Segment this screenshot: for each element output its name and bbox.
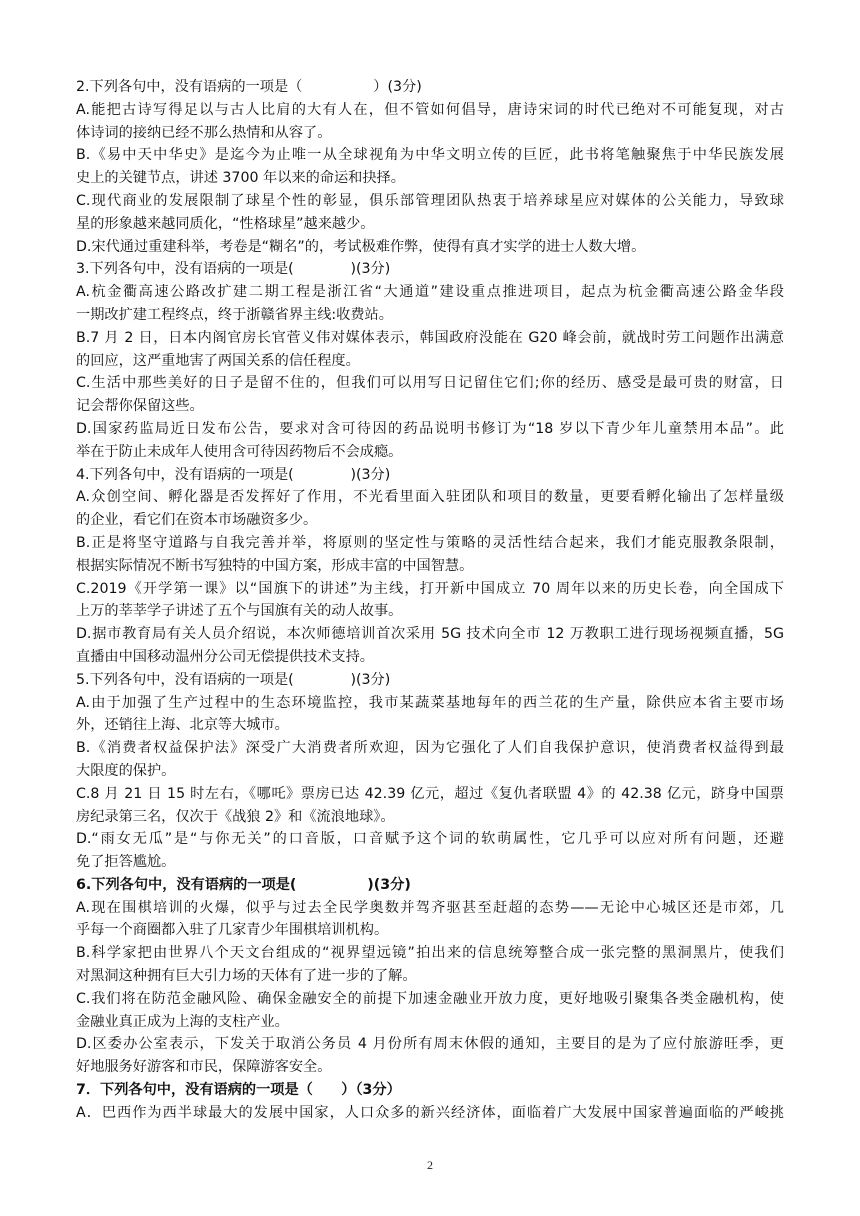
text-line: D.区委办公室表示，下发关于取消公务员 4 月份所有周末休假的通知，主要目的是为了应付旅游旺季，更 <box>76 1036 784 1053</box>
text-line: 4.下列各句中，没有语病的一项是( )(3分) <box>76 466 391 483</box>
text-line: B.正是将坚守道路与自我完善并举，将原则的坚定性与策略的灵活性结合起来，我们才能克服教条限制， <box>76 534 784 551</box>
text-line: C.我们将在防范金融风险、确保金融安全的前提下加速金融业开放力度，更好地吸引聚集各类金融机构，使 <box>76 990 784 1007</box>
page-number: 2 <box>427 1158 433 1172</box>
text-line: 好地服务好游客和市民，保障游客安全。 <box>76 1059 332 1076</box>
text-line: 6.下列各句中，没有语病的一项是( )(3分) <box>76 876 411 893</box>
text-line: 房纪录第三名，仅次于《战狼 2》和《流浪地球》。 <box>76 808 395 825</box>
text-line: 星的形象越来越同质化，“性格球星”越来越少。 <box>76 215 375 232</box>
text-line: A．巴西作为西半球最大的发展中国家，人口众多的新兴经济体，面临着广大发展中国家普遍面临的严峻挑 <box>76 1104 784 1121</box>
text-line: A.现在围棋培训的火爆，似乎与过去全民学奥数并驾齐驱甚至赶超的态势——无论中心城区还是市郊，几 <box>76 899 784 916</box>
text-line: 2.下列各句中，没有语病的一项是（ ）(3分) <box>76 79 422 95</box>
page-content <box>76 76 784 1125</box>
text-line: C.8 月 21 日 15 时左右，《哪吒》票房已达 42.39 亿元，超过《复仇者联盟 4》的 42.38 亿元，跻身中国票 <box>76 785 784 802</box>
text-line: D.宋代通过重建科举，考卷是“糊名”的，考试极难作弊，使得有真才实学的进士人数大增。 <box>76 238 646 255</box>
text-line: 史上的关键节点，讲述 3700 年以来的命运和抉择。 <box>76 170 405 187</box>
text-line: C.2019《开学第一课》以“国旗下的讲述”为主线，打开新中国成立 70 周年以来的历史长卷，向全国成下 <box>76 580 784 597</box>
text-line: B.7 月 2 日，日本内阁官房长官菅义伟对媒体表示，韩国政府没能在 G20 峰会前，就战时劳工问题作出满意 <box>76 329 784 346</box>
text-line: A.众创空间、孵化器是否发挥好了作用，不光看里面入驻团队和项目的数量，更要看孵化输出了怎样量级 <box>76 489 784 506</box>
text-line: B.科学家把由世界八个天文台组成的“视界望远镜”拍出来的信息统筹整合成一张完整的黑洞黑片，使我们 <box>76 945 784 962</box>
text-line: 记会帮你保留这些。 <box>76 398 204 415</box>
text-line: D.“雨女无瓜”是“与你无关”的口音版，口音赋予这个词的软萌属性，它几乎可以应对所有问题，还避 <box>76 831 784 848</box>
text-line: 3.下列各句中，没有语病的一项是( )(3分) <box>76 261 391 278</box>
text-line: 大限度的保护。 <box>76 762 176 779</box>
text-line: 外，还销往上海、北京等大城市。 <box>76 717 289 734</box>
text-line: 根据实际情况不断书写独特的中国方案，形成丰富的中国智慧。 <box>76 557 474 574</box>
text-line: 一期改扩建工程终点，终于浙赣省界主线:收费站。 <box>76 306 393 323</box>
text-line: 体诗词的接纳已经不那么热情和从容了。 <box>76 124 332 141</box>
text-line: 金融业真正成为上海的支柱产业。 <box>76 1013 289 1030</box>
text-line: 举在于防止未成年人使用含可待因药物后不会成瘾。 <box>76 443 403 460</box>
text-line: 5.下列各句中，没有语病的一项是( )(3分) <box>76 671 391 688</box>
text-line: 免了拒答尴尬。 <box>76 854 176 871</box>
text-line: B.《消费者权益保护法》深受广大消费者所欢迎，因为它强化了人们自我保护意识，使消费者权益得到最 <box>76 740 784 757</box>
text-line: A.杭金衢高速公路改扩建二期工程是浙江省“大通道”建设重点推进项目，起点为杭金衢高速公路金华段 <box>76 284 784 301</box>
text-line: D.据市教育局有关人员介绍说，本次师德培训首次采用 5G 技术向全市 12 万教职工进行现场视频直播，5G <box>76 626 784 643</box>
text-line: B.《易中天中华史》是迄今为止唯一从全球视角为中华文明立传的巨匠，此书将笔触聚焦于中华民族发展 <box>76 147 784 164</box>
text-line: 直播由中国移动温州分公司无偿提供技术支持。 <box>76 648 374 665</box>
text-line: 的回应，这严重地害了两国关系的信任程度。 <box>76 352 360 369</box>
text-line: 7．下列各句中，没有语病的一项是（ ）（3分） <box>76 1082 401 1099</box>
text-line: 的企业，看它们在资本市场融资多少。 <box>76 512 318 529</box>
text-line: A.能把古诗写得足以与古人比肩的大有人在，但不管如何倡导，唐诗宋词的时代已绝对不可能复现，对古 <box>76 101 784 118</box>
text-line: 对黑洞这种拥有巨大引力场的天体有了进一步的了解。 <box>76 968 417 985</box>
text-line: C.现代商业的发展限制了球星个性的彰显，俱乐部管理团队热衷于培养球星应对媒体的公关能力，导致球 <box>76 192 784 209</box>
text-line: C.生活中那些美好的日子是留不住的，但我们可以用写日记留住它们;你的经历、感受是最可贵的财富，日 <box>76 375 784 392</box>
text-line: 上万的莘莘学子讲述了五个与国旗有关的动人故事。 <box>76 603 403 620</box>
text-line: 乎每一个商圈都入驻了几家青少年围棋培训机构。 <box>76 922 389 939</box>
text-line: A.由于加强了生产过程中的生态环境监控，我市某蔬菜基地每年的西兰花的生产量，除供应本省主要市场 <box>76 694 784 711</box>
text-line: D.国家药监局近日发布公告，要求对含可待因的药品说明书修订为“18 岁以下青少年儿童禁用本品”。此 <box>76 420 784 437</box>
